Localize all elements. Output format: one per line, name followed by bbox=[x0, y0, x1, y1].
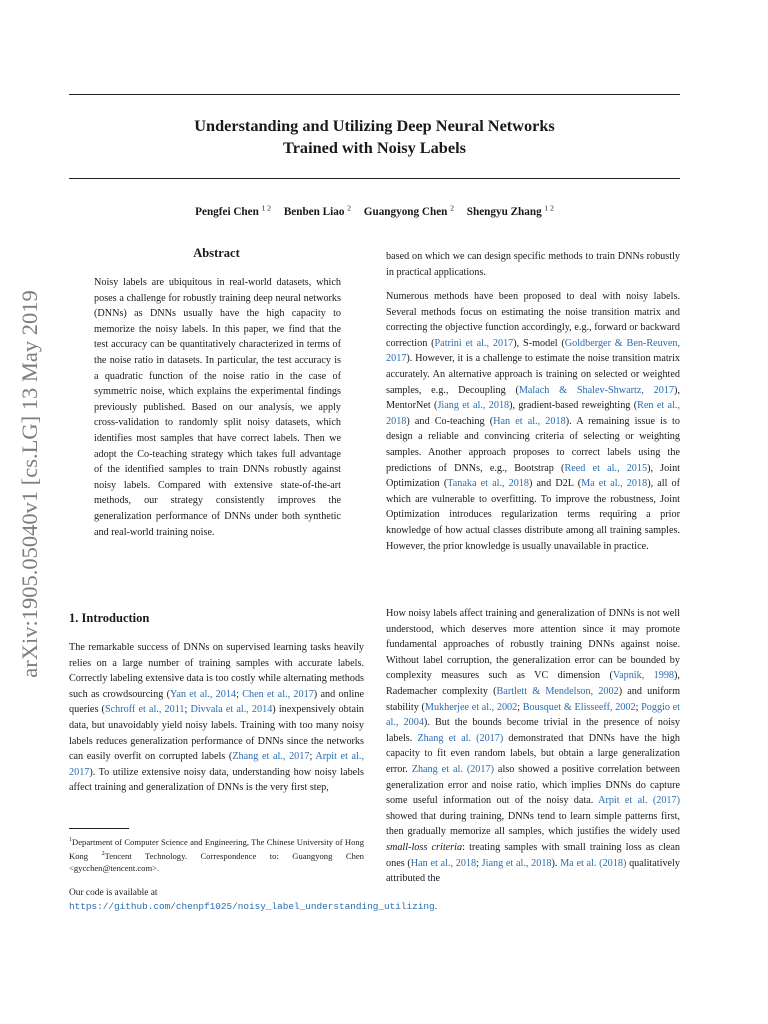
citation-link[interactable]: Han et al., 2018 bbox=[493, 415, 566, 427]
citation-link[interactable]: Ren et al., 2018 bbox=[386, 400, 680, 427]
citation-link[interactable]: Bousquet & Elisseeff, 2002 bbox=[522, 701, 636, 713]
citation-link[interactable]: Mukherjee et al., 2002 bbox=[424, 701, 518, 713]
arxiv-watermark: arXiv:1905.05040v1 [cs.LG] 13 May 2019 bbox=[17, 290, 42, 678]
citation-link[interactable]: Arpit et al. (2017) bbox=[598, 795, 680, 807]
citation-link[interactable]: Schroff et al., 2011 bbox=[104, 704, 185, 716]
citation-link[interactable]: Divvala et al., 2014 bbox=[190, 704, 273, 716]
citation-link[interactable]: Malach & Shalev-Shwartz, 2017 bbox=[518, 384, 675, 396]
paper-title-line2: Trained with Noisy Labels bbox=[283, 138, 466, 157]
author: Guangyong Chen $^2$ bbox=[363, 203, 454, 218]
citation-link[interactable]: Arpit et al., 2017 bbox=[69, 751, 364, 778]
citation-link[interactable]: Zhang et al. (2017) bbox=[417, 732, 504, 744]
introduction-paragraph: The remarkable success of DNNs on supervised learning tasks heavily relies on a large number of training samples with accurate labels. Correctly labeling extensive data is too costly while alternating methods such as crowdsourcing (Yan et al., 2014; Chen et al., 2017) and online queries (Schroff et al., 2011; Divvala et al., 2014) inexpensively obtain data, but unavoidably yield noisy labels. Training with too many noisy labels reduces generalization performance of DNNs since the networks can easily overfit on corrupted labels (Zhang et al., 2017; Arpit et al., 2017). To utilize extensive noisy data, understanding how noisy labels affect training and generalization of DNNs is the very first step, bbox=[69, 642, 364, 794]
citation-link[interactable]: Ma et al. (2018) bbox=[560, 857, 627, 869]
author: Pengfei Chen $^{1 2}$ bbox=[195, 203, 272, 218]
abstract-text: Noisy labels are ubiquitous in real-world datasets, which poses a challenge for robustly training deep neural networks (DNNs) as DNNs usually have the high capacity to memorize the noisy labels. In this paper, we find that the test accuracy can be quantitatively characterized in terms of the noise ratio in datasets. In particular, the test accuracy is a quadratic function of the noise ratio in the case of symmetric noise, which explains the experimental findings previously published. Based on our analysis, we apply cross-validation to randomly split noisy datasets, which identifies most samples that have correct labels. Then we adopt the Co-teaching strategy which takes full advantage of the identified samples to train DNNs robustly against noisy labels. Compared with extensive state-of-the-art methods, our strategy consistently improves the generalization performance of DNNs under both synthetic and real-world training noise. bbox=[94, 277, 341, 538]
citation-link[interactable]: Poggio et al., 2004 bbox=[386, 701, 680, 729]
right-paragraph-0: based on which we can design specific methods to train DNNs robustly in practical applications. bbox=[386, 251, 680, 278]
citation-link[interactable]: Zhang et al. (2017) bbox=[411, 763, 494, 775]
author: Benben Liao $^2$ bbox=[283, 203, 351, 218]
code-url-link[interactable]: https://github.com/chenpf1025/noisy_label_understanding_utilizing bbox=[69, 901, 435, 913]
affiliation-footnote: $^1$Department of Computer Science and Engineering, The Chinese University of Hong Kong $^2$Tencent Technology. Correspondence to: Guangyong Chen <gycchen@tencent.com>. bbox=[69, 836, 364, 874]
citation-link[interactable]: Chen et al., 2017 bbox=[242, 688, 314, 700]
citation-link[interactable]: Reed et al., 2015 bbox=[564, 462, 648, 474]
emphasis: small-loss criteria bbox=[386, 841, 463, 853]
code-availability-note: Our code is available at https://github.com/chenpf1025/noisy_label_understanding_utilizing. bbox=[69, 888, 438, 913]
citation-link[interactable]: Zhang et al., 2017 bbox=[232, 751, 310, 763]
paper-title-line1: Understanding and Utilizing Deep Neural Networks bbox=[194, 116, 555, 135]
title-rule-bottom bbox=[69, 178, 680, 179]
citation-link[interactable]: Ma et al., 2018 bbox=[581, 478, 648, 490]
citation-link[interactable]: Bartlett & Mendelson, 2002 bbox=[496, 685, 619, 697]
citation-link[interactable]: Goldberger & Ben-Reuven, 2017 bbox=[386, 337, 680, 365]
introduction-heading: 1. Introduction bbox=[69, 611, 150, 625]
citation-link[interactable]: Jiang et al., 2018 bbox=[437, 400, 510, 412]
citation-link[interactable]: Jiang et al., 2018 bbox=[481, 857, 552, 869]
citation-link[interactable]: Yan et al., 2014 bbox=[170, 688, 237, 700]
footnote-rule bbox=[69, 828, 129, 829]
citation-link[interactable]: Patrini et al., 2017 bbox=[434, 337, 514, 349]
abstract-heading: Abstract bbox=[193, 246, 240, 260]
author-list bbox=[69, 203, 680, 218]
right-paragraph-1: Numerous methods have been proposed to deal with noisy labels. Several methods focus on estimating the noise transition matrix and correcting the objective function accordingly, e.g., forward or backward correction (Patrini et al., 2017), S-model (Goldberger & Ben-Reuven, 2017). However, it is a challenge to estimate the noise transition matrix accurately. An alternative approach is training on selected or weighted samples, e.g., Decoupling (Malach & Shalev-Shwartz, 2017), MentorNet (Jiang et al., 2018), gradient-based reweighting (Ren et al., 2018) and Co-teaching (Han et al., 2018). A remaining issue is to design a reliable and convincing criteria of selecting or weighting samples. Another approach proposes to correct labels using the predictions of DNNs, e.g., Bootstrap (Reed et al., 2015), Joint Optimization (Tanaka et al., 2018) and D2L (Ma et al., 2018), all of which are vulnerable to overfitting. To improve the robustness, Joint Optimization introduces regularization terms requiring a prior knowledge of how actual classes distribute among all training samples. However, the prior knowledge is usually unavailable in practice. bbox=[386, 291, 681, 552]
right-paragraph-2: How noisy labels affect training and generalization of DNNs is not well understood, which deserves more attention since it may promote fundamental approaches of robustly training DNNs against noise. Without label corruption, the generalization error can be bounded by complexity measures such as VC dimension (Vapnik, 1998), Rademacher complexity (Bartlett & Mendelson, 2002) and uniform stability (Mukherjee et al., 2002; Bousquet & Elisseeff, 2002; Poggio et al., 2004). But the bounds become trivial in the presence of noisy labels. Zhang et al. (2017) demonstrated that DNNs have the high capacity to fit even random labels, but obtain a large generalization error. Zhang et al. (2017) also showed a positive correlation between generalization error and noise ratio, which implies DNNs do capture some useful information out of the noisy data. Arpit et al. (2017) showed that during training, DNNs tend to learn simple patterns first, then gradually memorize all samples, which justifies the widely used small-loss criteria: treating samples with small training loss as clean ones (Han et al., 2018; Jiang et al., 2018). Ma et al. (2018) qualitatively attributed the bbox=[386, 608, 681, 885]
title-rule-top bbox=[69, 94, 680, 95]
citation-link[interactable]: Vapnik, 1998 bbox=[612, 670, 675, 682]
citation-link[interactable]: Han et al., 2018 bbox=[410, 857, 477, 869]
author: Shengyu Zhang $^{1 2}$ bbox=[466, 203, 554, 218]
citation-link[interactable]: Tanaka et al., 2018 bbox=[447, 478, 530, 490]
